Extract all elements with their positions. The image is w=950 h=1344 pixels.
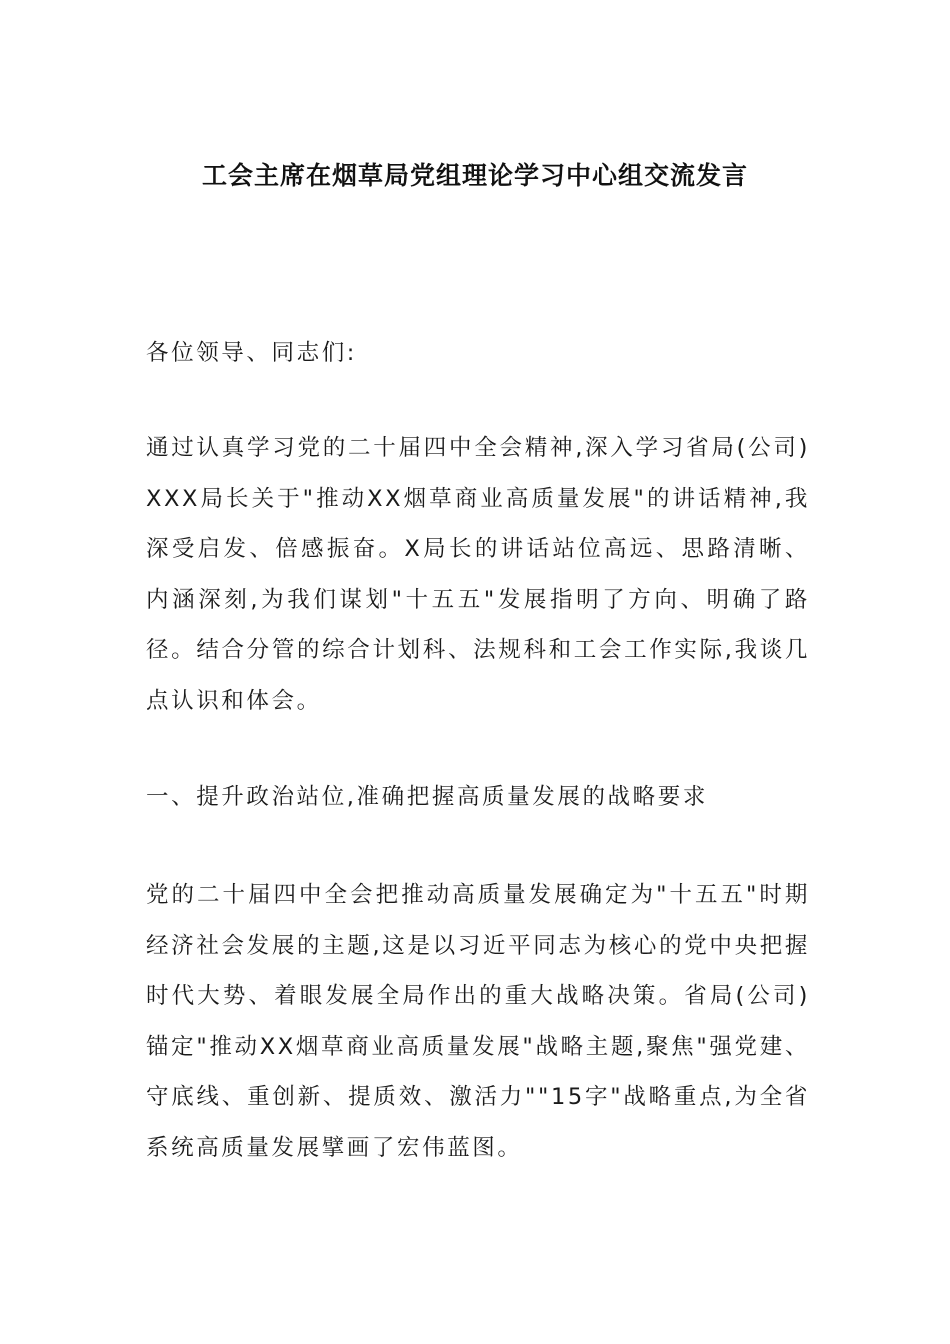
paragraph-intro: 通过认真学习党的二十届四中全会精神,深入学习省局(公司)XXX局长关于"推动XX烟草商业高质量发展"的讲话精神,我深受启发、倍感振奋。X局长的讲话站位高远、思路清晰、内涵深刻,为我们谋划"十五五"发展指明了方向、明确了路径。结合分管的综合计划科、法规科和工会工作实际,我谈几点认识和体会。 — [146, 435, 810, 714]
section-heading-1: 一、提升政治站位,准确把握高质量发展的战略要求 — [146, 784, 708, 810]
greeting: 各位领导、同志们: — [146, 340, 357, 366]
paragraph-section-1: 党的二十届四中全会把推动高质量发展确定为"十五五"时期经济社会发展的主题,这是以习近平同志为核心的党中央把握时代大势、着眼发展全局作出的重大战略决策。省局(公司)锚定"推动XX烟草商业高质量发展"战略主题,聚焦"强党建、守底线、重创新、提质效、激活力""15字"战略重点,为全省系统高质量发展擘画了宏伟蓝图。 — [146, 882, 810, 1161]
document-title: 工会主席在烟草局党组理论学习中心组交流发言 — [201, 161, 748, 190]
